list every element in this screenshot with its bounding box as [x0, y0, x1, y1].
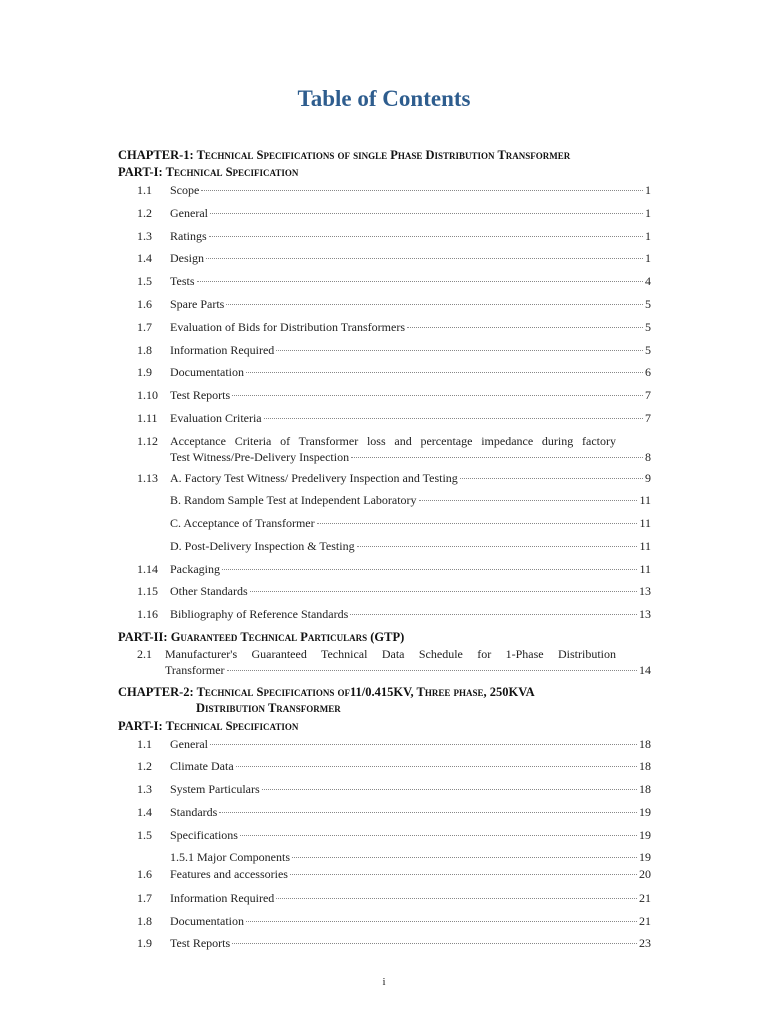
toc-entry-label: Test Reports	[170, 936, 231, 950]
toc-entry-label: Ratings	[170, 229, 207, 243]
leader-dots	[210, 744, 637, 745]
toc-entry-number: 1.4	[137, 251, 152, 265]
toc-entry-label: Standards	[170, 805, 218, 819]
toc-entry-label: Test Reports	[170, 388, 231, 402]
toc-entry-number: 1.3	[137, 229, 152, 243]
leader-dots	[292, 857, 637, 858]
toc-entry-label: Scope	[170, 183, 200, 197]
page-number: i	[382, 976, 386, 988]
toc-entry-page: 13	[639, 607, 651, 621]
leader-dots	[210, 213, 643, 214]
toc-entry-label: B. Random Sample Test at Independent Laboratory	[170, 493, 417, 507]
toc-entry-number: 1.1	[137, 183, 152, 197]
toc-entry-label: Bibliography of Reference Standards	[170, 607, 349, 621]
toc-entry-page: 5	[645, 320, 651, 334]
toc-entry-label: Tests	[170, 274, 195, 288]
page-title: Table of Contents	[297, 86, 471, 111]
leader-dots	[226, 304, 643, 305]
leader-dots	[264, 418, 643, 419]
leader-dots	[350, 614, 637, 615]
toc-entry-page: 11	[639, 562, 651, 576]
leader-dots	[317, 523, 638, 524]
toc-entry-number: 1.9	[137, 936, 152, 950]
toc-entry-number: 1.8	[137, 914, 152, 928]
toc-entry-number: 1.6	[137, 297, 152, 311]
toc-entry-number: 1.5	[137, 274, 152, 288]
toc-entry-label: Features and accessories	[170, 867, 288, 881]
toc-entry-label-line1: Acceptance Criteria of Transformer loss and percentage impedance during factory	[170, 434, 616, 448]
toc-entry-page: 14	[639, 663, 651, 677]
toc-entry-label: Documentation	[170, 914, 244, 928]
chapter-1-part-1-heading: PART-I: Technical Specification	[118, 165, 299, 179]
toc-entry-page: 11	[639, 493, 651, 507]
toc-entry-page: 1	[645, 206, 651, 220]
toc-entry-label: Evaluation of Bids for Distribution Transformers	[170, 320, 405, 334]
chapter-1-part-2-heading: PART-II: Guaranteed Technical Particulars (GTP)	[118, 630, 405, 644]
leader-dots	[357, 546, 638, 547]
leader-dots	[197, 281, 644, 282]
leader-dots	[232, 395, 643, 396]
toc-entry-page: 11	[639, 516, 651, 530]
toc-entry-page: 8	[645, 450, 651, 464]
toc-entry-label: C. Acceptance of Transformer	[170, 516, 315, 530]
toc-entry-label: Other Standards	[170, 584, 248, 598]
toc-entry-label: Documentation	[170, 365, 244, 379]
toc-entry-page: 23	[639, 936, 651, 950]
toc-entry-page: 5	[645, 297, 651, 311]
toc-entry-page: 6	[645, 365, 651, 379]
toc-entry-number: 1.15	[137, 584, 158, 598]
toc-entry-label: 1.5.1 Major Components	[170, 850, 290, 864]
toc-entry-page: 18	[639, 759, 651, 773]
toc-entry-page: 5	[645, 343, 651, 357]
leader-dots	[236, 766, 637, 767]
toc-entry-page: 19	[639, 828, 651, 842]
toc-entry-number: 1.16	[137, 607, 158, 621]
toc-entry-number: 1.12	[137, 434, 158, 448]
toc-entry[interactable]	[137, 647, 651, 677]
leader-dots	[290, 874, 637, 875]
toc-entry-number: 1.11	[137, 411, 158, 425]
toc-entry[interactable]	[137, 434, 651, 464]
toc-entry-number: 1.5	[137, 828, 152, 842]
toc-entry-label: Design	[170, 251, 204, 265]
toc-entry-number: 1.14	[137, 562, 158, 576]
toc-entry-page: 7	[645, 388, 651, 402]
toc-entry-page: 13	[639, 584, 651, 598]
toc-entry-number: 1.2	[137, 206, 152, 220]
toc-entry-label: Spare Parts	[170, 297, 225, 311]
toc-entry-label: Test Witness/Pre-Delivery Inspection	[170, 450, 350, 464]
toc-entry-number: 1.7	[137, 320, 152, 334]
toc-entry-page: 18	[639, 737, 651, 751]
leader-dots	[246, 372, 643, 373]
toc-entry-page: 1	[645, 183, 651, 197]
leader-dots	[276, 898, 637, 899]
toc-entry-number: 2.1	[137, 647, 152, 661]
toc-entry-number: 1.6	[137, 867, 152, 881]
toc-entry-number: 1.4	[137, 805, 152, 819]
toc-entry-page: 1	[645, 251, 651, 265]
leader-dots	[419, 500, 638, 501]
leader-dots	[222, 569, 637, 570]
toc-entry-label: Transformer	[165, 663, 225, 677]
toc-entry-number: 1.8	[137, 343, 152, 357]
toc-entry-page: 21	[639, 914, 651, 928]
toc-entry-page: 9	[645, 471, 651, 485]
leader-dots	[240, 835, 637, 836]
toc-entry-number: 1.3	[137, 782, 152, 796]
chapter-1-heading: CHAPTER-1: Technical Specifications of single Phase Distribution Transformer	[118, 148, 571, 162]
toc-entry-number: 1.1	[137, 737, 152, 751]
leader-dots	[227, 670, 637, 671]
leader-dots	[250, 591, 637, 592]
leader-dots	[246, 921, 637, 922]
toc-entry-label: General	[170, 737, 208, 751]
leader-dots	[206, 258, 643, 259]
leader-dots	[201, 190, 643, 191]
toc-entry-label: Packaging	[170, 562, 220, 576]
toc-entry-page: 19	[639, 805, 651, 819]
toc-entry-page: 20	[639, 867, 651, 881]
toc-entry-label: General	[170, 206, 208, 220]
toc-entry-number: 1.2	[137, 759, 152, 773]
toc-entry-page: 7	[645, 411, 651, 425]
toc-entry-label: Climate Data	[170, 759, 234, 773]
toc-entry-number: 1.10	[137, 388, 158, 402]
toc-entry-label: Specifications	[170, 828, 238, 842]
toc-entry-label: D. Post-Delivery Inspection & Testing	[170, 539, 355, 553]
leader-dots	[276, 350, 643, 351]
leader-dots	[262, 789, 637, 790]
leader-dots	[232, 943, 637, 944]
chapter-2-part-1-heading: PART-I: Technical Specification	[118, 719, 299, 733]
toc-entry-number: 1.9	[137, 365, 152, 379]
toc-entry-page: 1	[645, 229, 651, 243]
leader-dots	[209, 236, 643, 237]
toc-entry-label: Information Required	[170, 343, 275, 357]
toc-entry-page: 21	[639, 891, 651, 905]
toc-entry-label: Evaluation Criteria	[170, 411, 262, 425]
leader-dots	[351, 457, 643, 458]
toc-entry-label: A. Factory Test Witness/ Predelivery Inspection and Testing	[170, 471, 458, 485]
chapter-2-heading: CHAPTER-2: Technical Specifications of11/0.415KV, Three phase, 250KVA	[118, 685, 535, 699]
toc-entry-page: 18	[639, 782, 651, 796]
toc-entry-number: 1.13	[137, 471, 158, 485]
toc-entry-number: 1.7	[137, 891, 152, 905]
toc-entry-label: System Particulars	[170, 782, 260, 796]
toc-entry-label-line1: Manufacturer's Guaranteed Technical Data Schedule for 1-Phase Distribution	[165, 647, 616, 661]
leader-dots	[460, 478, 643, 479]
chapter-2-heading-cont: Distribution Transformer	[196, 701, 341, 715]
toc-entry-label: Information Required	[170, 891, 275, 905]
toc-entry-page: 19	[639, 850, 651, 864]
leader-dots	[219, 812, 637, 813]
toc-entry-page: 11	[639, 539, 651, 553]
leader-dots	[407, 327, 643, 328]
toc-entry-page: 4	[645, 274, 651, 288]
